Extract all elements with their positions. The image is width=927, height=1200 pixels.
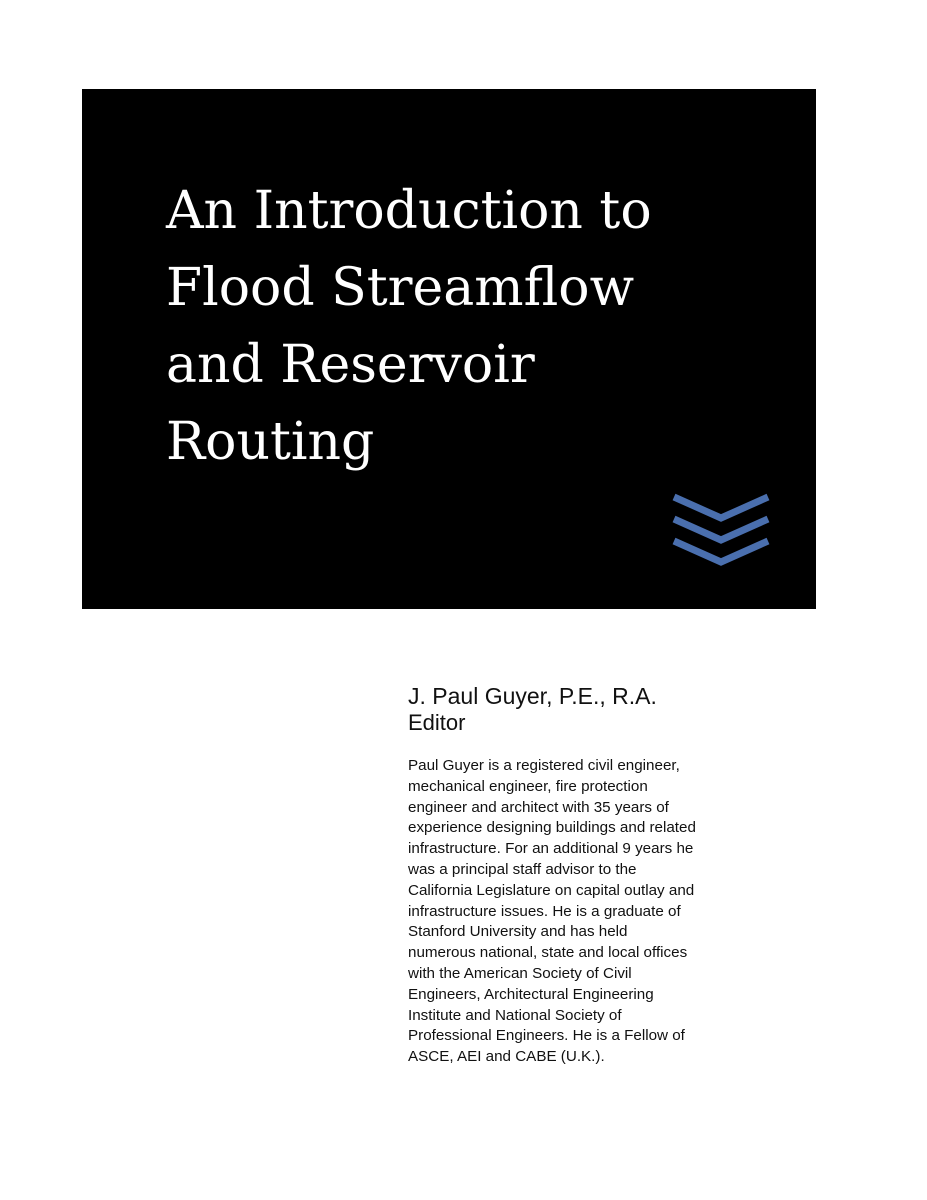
- author-bio: [408, 756, 788, 1068]
- bio-line: infrastructure. For an additional 9 years he: [408, 840, 694, 858]
- title-line: and Reservoir: [166, 335, 535, 395]
- author-block: [408, 682, 657, 736]
- bio-line: Paul Guyer is a registered civil engineer,: [408, 757, 680, 774]
- author-role: Editor: [408, 710, 466, 735]
- title-line: An Introduction to: [166, 181, 652, 241]
- bio-line: with the American Society of Civil: [408, 964, 632, 982]
- bio-line: Professional Engineers. He is a Fellow of: [408, 1027, 685, 1045]
- title-line: Flood Streamflow: [166, 258, 635, 318]
- bio-line: was a principal staff advisor to the: [408, 860, 637, 878]
- bio-line: mechanical engineer, fire protection: [408, 777, 648, 795]
- bio-line: ASCE, AEI and CABE (U.K.).: [408, 1048, 605, 1066]
- title-line: Routing: [166, 412, 375, 472]
- bio-line: engineer and architect with 35 years of: [408, 798, 669, 816]
- author-name: J. Paul Guyer, P.E., R.A.: [408, 683, 657, 709]
- bio-line: Institute and National Society of: [408, 1006, 622, 1024]
- triple-chevron-icon: [671, 489, 771, 571]
- book-title: [166, 173, 652, 481]
- bio-line: infrastructure issues. He is a graduate of: [408, 902, 681, 920]
- bio-line: Stanford University and has held: [408, 923, 628, 941]
- bio-line: experience designing buildings and related: [408, 819, 696, 837]
- bio-line: numerous national, state and local offices: [408, 944, 688, 962]
- cover-panel: [82, 89, 816, 609]
- bio-line: California Legislature on capital outlay and: [408, 881, 695, 899]
- bio-line: Engineers, Architectural Engineering: [408, 985, 654, 1003]
